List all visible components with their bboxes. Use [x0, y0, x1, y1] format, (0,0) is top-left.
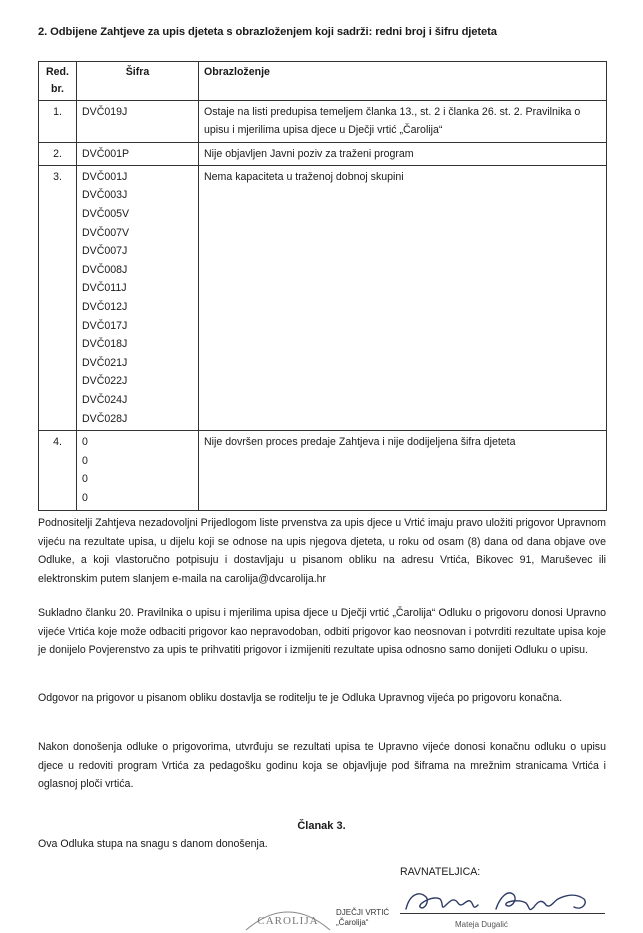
row-number: 1.: [39, 101, 77, 143]
stamp-line: DJEČJI VRTIĆ: [336, 908, 390, 917]
effective-date-sentence: Ova Odluka stupa na snagu s danom donošenja.: [38, 838, 268, 850]
article-3-heading: Članak 3.: [297, 820, 346, 832]
child-code-list: [77, 431, 199, 510]
paragraph-final-results: Nakon donošenja odluke o prigovorima, utvrđuju se rezultati upisa te Upravno vijeće donosi konačnu odluku o upisu djece u redoviti program Vrtića za pedagošku godinu koja se objavljuje pod šiframa na mrežnim stranicama Vrtića i oglasnoj ploči vrtića.: [38, 741, 606, 790]
child-code: DVČ018J: [82, 338, 128, 351]
child-code: DVČ021J: [82, 356, 128, 369]
director-label: RAVNATELJICA:: [400, 866, 481, 878]
table-row: [39, 165, 607, 430]
table-row: [39, 101, 607, 143]
kindergarten-stamp-logo: [242, 900, 334, 933]
child-code: 0: [82, 454, 88, 467]
child-code: DVČ008J: [82, 263, 128, 276]
header-obrazlozenje: Obrazloženje: [199, 62, 607, 101]
stamp-logo-text: CAROLIJA: [257, 915, 319, 927]
table-header-row: [39, 62, 607, 101]
table-row: [39, 142, 607, 165]
child-code: DVČ024J: [82, 394, 128, 407]
row-number: 2.: [39, 142, 77, 165]
child-code: DVČ011J: [82, 282, 127, 295]
row-reason: Ostaje na listi predupisa temeljem članka 13., st. 2 i članka 26. st. 2. Pravilnika o upisu i mjerilima upisa djece u Dječji vrtić „Čarolija“: [199, 101, 607, 143]
child-code: DVČ028J: [82, 412, 128, 425]
child-code: DVČ012J: [82, 301, 128, 314]
signature-line: [400, 913, 605, 914]
paragraph-objection-right: Podnositelji Zahtjeva nezadovoljni Prijedlogom liste prvenstva za upis djece u Vrtić imaju pravo uložiti prigovor Upravnom vijeću na rezultate upisa, u dijelu koji se odnose na upis njegova djeteta, u roku od osam (8) dana od dana objave ove Odluke, a koji vlastoručno potpisuju i dostavljaju u pisanom obliku na adresu Vrtića, Bikovec 91, Maruševec ili elektronskim putem slanjem e-maila na carolija@dvcarolija.hr: [38, 517, 606, 585]
signature-name: Mateja Dugalić: [455, 920, 508, 929]
child-code: DVČ001J: [82, 170, 128, 183]
child-code-list: [77, 165, 199, 430]
row-number: 3.: [39, 165, 77, 430]
paragraph-response: Odgovor na prigovor u pisanom obliku dostavlja se roditelju te je Odluka Upravnog vijeća po prigovoru konačna.: [38, 692, 563, 704]
child-code: DVČ017J: [82, 319, 128, 332]
row-reason: Nije dovršen proces predaje Zahtjeva i nije dodijeljena šifra djeteta: [199, 431, 607, 510]
rejected-requests-table: [38, 61, 607, 511]
paragraph-article-20: Sukladno članku 20. Pravilnika o upisu i mjerilima upisa djece u Dječji vrtić „Čarolija“ Odluku o prigovoru donosi Upravno vijeće Vrtića koje može odbaciti prigovor kao nepravodoban, odbiti prigovor kao neosnovan i potvrditi rezultate upisa koje je donijelo Povjerenstvo za upis te prihvatiti prigovor i izmijeniti rezultate upisa odnosno samo donijeti Odluku o upisu.: [38, 607, 606, 656]
child-code: 0: [82, 436, 88, 449]
child-code: 0: [82, 491, 88, 504]
header-red-br: Red. br.: [39, 62, 77, 101]
header-sifra: Šifra: [77, 62, 199, 101]
row-number: 4.: [39, 431, 77, 510]
stamp-line: „Čarolija“: [336, 918, 369, 927]
table-row: [39, 431, 607, 510]
child-code: 0: [82, 473, 88, 486]
child-code: DVČ022J: [82, 375, 128, 388]
row-reason: Nije objavljen Javni poziv za traženi program: [199, 142, 607, 165]
section-heading: 2. Odbijene Zahtjeve za upis djeteta s obrazloženjem koji sadrži: redni broj i šifru djeteta: [38, 26, 497, 38]
stamp-text: [336, 908, 389, 928]
child-code: DVČ019J: [77, 101, 199, 143]
child-code: DVČ003J: [82, 189, 128, 202]
child-code: DVČ007V: [82, 226, 130, 239]
child-code: DVČ001P: [77, 142, 199, 165]
row-reason: Nema kapaciteta u traženoj dobnoj skupini: [199, 165, 607, 430]
child-code: DVČ005V: [82, 208, 130, 221]
child-code: DVČ007J: [82, 245, 128, 258]
